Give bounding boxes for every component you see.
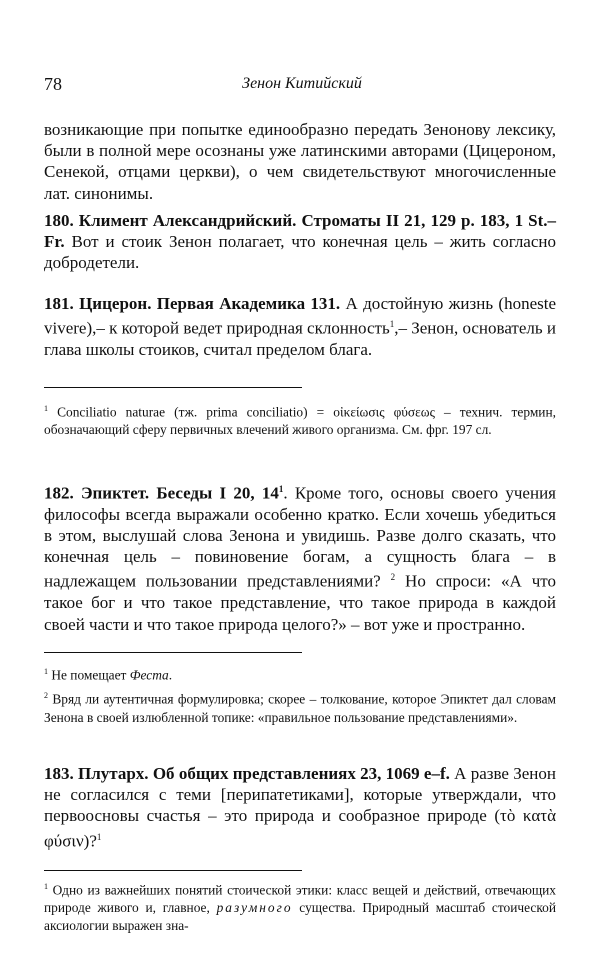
footnote-ref: 1 (96, 831, 102, 842)
footnote-divider (44, 652, 302, 653)
entry-183 (44, 763, 556, 851)
footnote-divider (44, 387, 302, 388)
footnote-183: $^1$ Одно из важнейших понятий стоической этики: класс вещей и действий, отвечающих природе живого и, главное, разумного существа. Природный масштаб стоической аксиологии выражен зна- (44, 882, 557, 934)
footnote-mark: 1 (44, 667, 48, 676)
entry-183-heading: 183. Плутарх. Об общих представлениях 23, 1069 e–f. (44, 764, 450, 783)
entry-183-text: А разве Зенон не согласился с теми [перипатетиками], которые утверждали, что первоосновы счастья – это природа и сообразное природе (τὸ κατὰ φύσιν)? (44, 764, 556, 851)
entry-182-text: . Кроме того, основы своего учения философы всегда выражали особенно кратко. Если хочешь убедиться в этом, выслушай слова Зенона и увидишь. Разве долго сказать, что конечная цель – повиновение богам, а сущность блага – в надлежащем пользовании представлениями? (44, 483, 556, 592)
footnotes-182 (44, 663, 556, 727)
entry-181-text: А достойную жизнь (honeste vivere),– к которой ведет природная склонность (44, 294, 556, 338)
intro-text: возникающие при попытке единообразно передать Зенонову лексику, были в полной мере осознаны уже латинскими авторами (Цицероном, Сенекой, отцами церкви), о чем свидетельствуют многочисленные лат. синонимы. (44, 120, 556, 203)
entry-180 (44, 210, 556, 274)
entry-180-text: Вот и стоик Зенон полагает, что конечная цель – жить согласно добродетели. (44, 232, 556, 273)
footnote-divider (44, 870, 302, 871)
footnote-ref: 1 (389, 319, 395, 330)
footnote-mark: 2 (44, 691, 48, 701)
entry-182-text-end: Но спроси: «А что такое бог и что такое представление, что такое природа в каждой своей части и что такое природа целого?» – вот уже и пространно. (44, 572, 556, 634)
footnote-ref: 2 (390, 572, 396, 583)
footnote-181 (44, 400, 556, 439)
footnote-ref: 1 (278, 484, 284, 494)
entry-181-heading: 181. Цицерон. Первая Академика 131. (44, 294, 341, 313)
footnote-mark: 1 (44, 882, 48, 891)
entry-181-text-end: ,– Зенон, основатель и глава школы стоиков, считал пределом блага. (44, 318, 556, 360)
running-title: Зенон Китийский (242, 75, 362, 92)
page-number: 78 (44, 74, 62, 94)
footnote-182-1: $^1$ Не помещает Феста. (44, 667, 173, 683)
footnote-182-2: $^2$ Вряд ли аутентичная формулировка; скорее – толкование, которое Эпиктет дал словам Зенона в своей излюбленной топике: «правильное пользование представлениями». (44, 691, 556, 725)
footnote-181-text: Conciliatio naturae (тж. prima conciliatio) = οἰκείωσις φύσεως – технич. термин, обозначающий сферу первичных влечений живого организма. См. фрг. 197 сл. (44, 404, 556, 438)
entry-182-heading: 182. Эпиктет. Беседы I 20, 14 (44, 483, 279, 503)
entry-182 (44, 479, 556, 635)
entry-180-heading: 180. Климент Александрийский. Строматы II 21, 129 p. 183, 1 St.–Fr. (44, 211, 556, 252)
intro-paragraph (44, 119, 556, 204)
footnote-mark: 1 (44, 404, 48, 413)
page-header (44, 74, 560, 96)
entry-181 (44, 293, 556, 360)
